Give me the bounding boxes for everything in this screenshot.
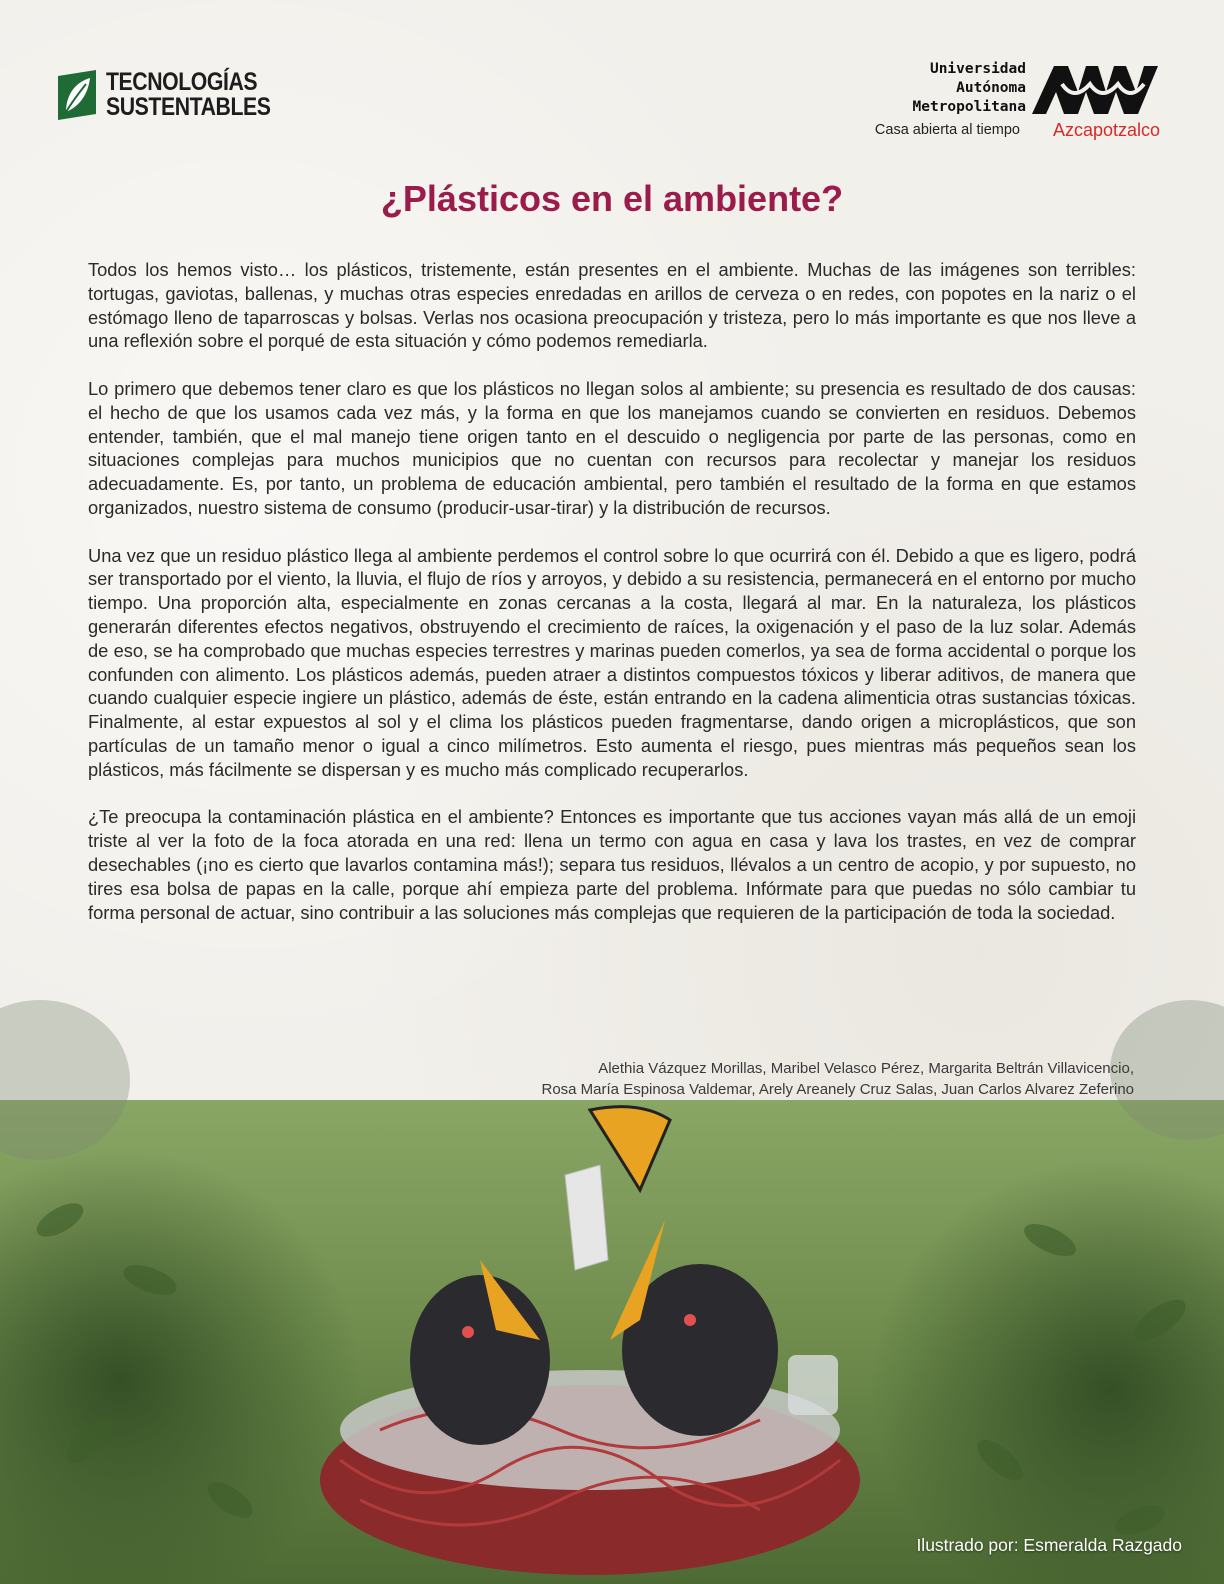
page-title: ¿Plásticos en el ambiente?	[380, 178, 844, 219]
authors-line-1: Alethia Vázquez Morillas, Maribel Velasco Pérez, Margarita Beltrán Villavicencio,	[598, 1060, 1134, 1077]
brand-line-1: TECNOLOGÍAS	[106, 68, 258, 96]
uam-unit: Azcapotzalco	[1052, 120, 1160, 140]
plastic-cup	[788, 1355, 838, 1415]
illustration-credit: Ilustrado por: Esmeralda Razgado	[916, 1535, 1182, 1555]
brand-line-2: SUSTENTABLES	[106, 93, 271, 121]
uam-line-1: Universidad	[929, 61, 1026, 77]
authors	[542, 1058, 1135, 1100]
authors-line-2: Rosa María Espinosa Valdemar, Arely Areanely Cruz Salas, Juan Carlos Alvarez Zeferino	[541, 1081, 1134, 1098]
uam-branding	[840, 60, 1160, 142]
tecnologias-sustentables-logo	[58, 70, 300, 120]
uam-motto: Casa abierta al tiempo	[874, 122, 1020, 138]
uam-line-3: Metropolitana	[912, 99, 1026, 115]
uam-name	[913, 60, 1027, 117]
nest-illustration	[0, 960, 1224, 1584]
paragraph-2: Lo primero que debemos tener claro es que los plásticos no llegan solos al ambiente; su presencia es resultado de dos causas: el hecho de que los usamos cada vez más, y la forma en que los manejamos cuando se convierten en residuos. Debemos entender, también, que el mal manejo tiene origen tanto en el descuido o negligencia por parte de las personas, como en situaciones complejas para muchos municipios que no cuentan con recursos para recolectar y manejar los residuos adecuadamente. Es, por tanto, un problema de educación ambiental, pero también el resultado de la forma en que estamos organizados, nuestro sistema de consumo (producir-usar-tirar) y la distribución de recursos.	[88, 377, 1136, 518]
uam-logo-icon	[1032, 62, 1160, 114]
leaf-logo-icon	[58, 70, 96, 120]
uam-line-2: Autónoma	[956, 80, 1026, 96]
paragraph-1: Todos los hemos visto… los plásticos, tristemente, están presentes en el ambiente. Muchas de las imágenes son terribles: tortugas, gaviotas, ballenas, y muchas otras especies enredadas en arillos de cerveza o en redes, con popotes en la nariz o el estómago lleno de taparroscas y bolsas. Verlas nos ocasiona preocupación y tristeza, pero lo más importante es que nos lleve a una reflexión sobre el porqué de esta situación y cómo podemos remediarla.	[88, 259, 1136, 352]
article-body	[88, 258, 1136, 948]
paragraph-3: Una vez que un residuo plástico llega al ambiente perdemos el control sobre lo que ocurrirá con él. Debido a que es ligero, podrá ser transportado por el viento, la lluvia, el flujo de ríos y arroyos, y debido a su resistencia, permanecerá en el entorno por mucho tiempo. Una proporción alta, especialmente en zonas cercanas a la costa, llegará al mar. En la naturaleza, los plásticos generarán diferentes efectos negativos, obstruyendo el crecimiento de raíces, la oxigenación y el paso de la luz solar. Además de eso, se ha comprobado que muchas especies terrestres y marinas pueden comerlos, ya sea de forma accidental o porque los confunden con alimento. Los plásticos además, pueden atraer a distintos compuestos tóxicos y liberar aditivos, de manera que cuando cualquier especie ingiere un plástico, además de éste, están entrando en la cadena alimenticia otras sustancias tóxicas. Finalmente, al estar expuestos al sol y el clima los plásticos pueden fragmentarse, dando origen a microplásticos, que son partículas de un tamaño menor o igual a cinco milímetros. Esto aumenta el riesgo, pues mientras más pequeños sean los plásticos, más fácilmente se dispersan y es mucho más complicado recuperarlos.	[88, 544, 1136, 780]
paragraph-4: ¿Te preocupa la contaminación plástica en el ambiente? Entonces es importante que tus acciones vayan más allá de un emoji triste al ver la foto de la foca atorada en una red: llena un termo con agua en casa y lava los trastes, en vez de comprar desechables (¡no es cierto que lavarlos contamina más!); separa tus residuos, llévalos a un centro de acopio, y por supuesto, no tires esa bolsa de papas en la calle, porque ahí empieza parte del problema. Infórmate para que puedas no sólo cambiar tu forma personal de actuar, sino contribuir a las soluciones más complejas que requieren de la participación de toda la sociedad.	[88, 806, 1136, 923]
